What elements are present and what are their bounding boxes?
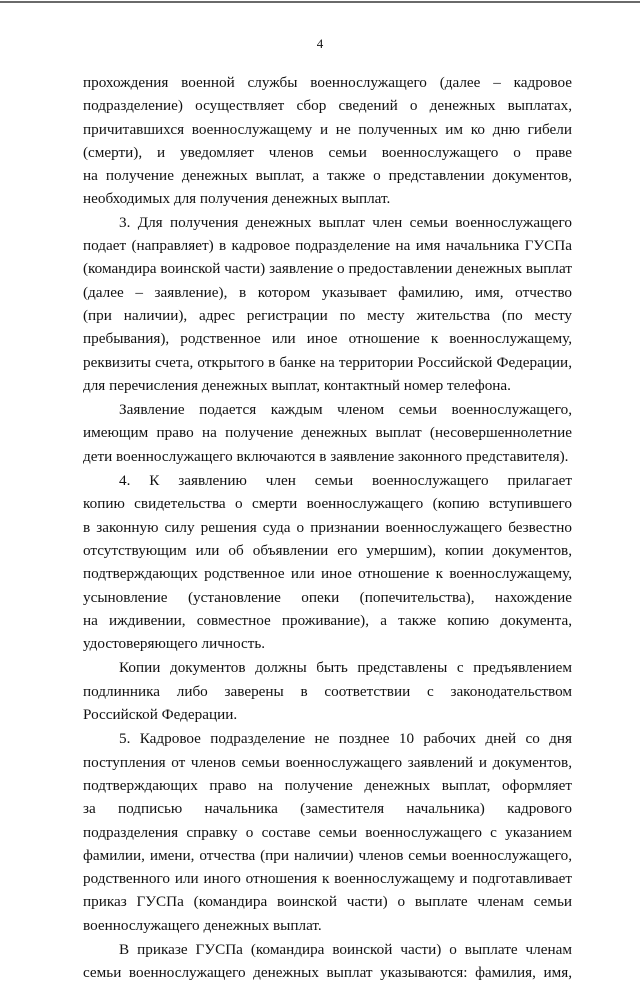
paragraph-p5: [83, 656, 572, 726]
text-line: Заявление подается каждым членом семьи военнослужащего,: [119, 401, 572, 419]
text-line: В приказе ГУСПа (командира воинской части) о выплате членам: [119, 940, 572, 958]
paragraph-p1: [83, 71, 572, 211]
text-line: военнослужащего денежных выплат.: [83, 916, 322, 934]
text-line: в законную силу решения суда о признании военнослужащего безвестно: [83, 518, 572, 536]
text-line: прохождения военной службы военнослужащего (далее – кадровое: [83, 74, 572, 91]
text-line: 5. Кадровое подразделение не позднее 10 рабочих дней со дня: [119, 730, 572, 748]
text-line: 3. Для получения денежных выплат член семьи военнослужащего: [119, 213, 572, 231]
text-line: подразделение) осуществляет сбор сведений о денежных выплатах,: [83, 97, 572, 115]
text-line: (смерти), и уведомляет членов семьи военнослужащего о праве: [83, 143, 572, 161]
paragraph-p3: [83, 398, 572, 468]
text-line: (командира воинской части) заявление о предоставлении денежных выплат: [83, 260, 572, 278]
text-line: подлинника либо заверены в соответствии с законодательством: [83, 682, 572, 700]
text-line: на иждивении, совместное проживание), а также копию документа,: [83, 611, 572, 629]
page-number: 4: [316, 36, 324, 51]
text-line: (далее – заявление), в котором указывает фамилию, имя, отчество: [83, 283, 572, 301]
text-line: приказ ГУСПа (командира воинской части) о выплате членам семьи: [83, 893, 572, 911]
text-line: фамилии, имени, отчества (при наличии) членов семьи военнослужащего,: [83, 846, 572, 864]
text-line: для перечисления денежных выплат, контактный номер телефона.: [83, 376, 511, 394]
text-line: подает (направляет) в кадровое подразделение на имя начальника ГУСПа: [83, 237, 572, 255]
text-line: за подписью начальника (заместителя начальника) кадрового: [83, 800, 572, 818]
text-line: отсутствующим или об объявлении его умершим), копии документов,: [83, 541, 572, 559]
text-line: удостоверяющего личность.: [83, 635, 266, 653]
text-line: подтверждающих родственное или иное отношение к военнослужащему,: [83, 565, 572, 583]
text-line: (при наличии), адрес регистрации по месту жительства (по месту: [83, 306, 572, 324]
scan-edge-line: [0, 1, 640, 3]
text-line: пребывания), родственное или иное отношение к военнослужащему,: [83, 330, 572, 348]
text-line: семьи военнослужащего денежных выплат указываются: фамилия, имя,: [83, 964, 572, 982]
text-line: на получение денежных выплат, а также о представлении документов,: [83, 167, 572, 185]
text-line: причитавшихся военнослужащему и не полученных им ко дню гибели: [83, 120, 572, 138]
text-line: подтверждающих право на получение денежных выплат, оформляет: [83, 776, 572, 794]
text-line: подразделения справку о составе семьи военнослужащего с указанием: [83, 823, 572, 841]
text-line: копию свидетельства о смерти военнослужащего (копию вступившего: [83, 495, 572, 513]
text-line: 4. К заявлению член семьи военнослужащего прилагает: [119, 472, 572, 490]
text-line: Российской Федерации.: [83, 706, 238, 724]
text-line: родственного или иного отношения к военнослужащему и подготавливает: [83, 870, 572, 888]
text-line: реквизиты счета, открытого в банке на территории Российской Федерации,: [83, 353, 572, 371]
text-line: дети военнослужащего включаются в заявление законного представителя).: [83, 447, 569, 465]
text-line: необходимых для получения денежных выплат.: [83, 190, 391, 208]
document-body: [83, 71, 572, 985]
text-line: усыновление (установление опеки (попечительства), нахождение: [83, 588, 572, 606]
text-line: Копии документов должны быть представлены с предъявлением: [119, 659, 572, 677]
paragraph-p7: [83, 938, 572, 985]
paragraph-p2: [83, 211, 572, 397]
text-line: поступления от членов семьи военнослужащего заявлений и документов,: [83, 753, 572, 771]
text-line: имеющим право на получение денежных выплат (несовершеннолетние: [83, 424, 572, 442]
paragraph-p4: [83, 469, 572, 655]
